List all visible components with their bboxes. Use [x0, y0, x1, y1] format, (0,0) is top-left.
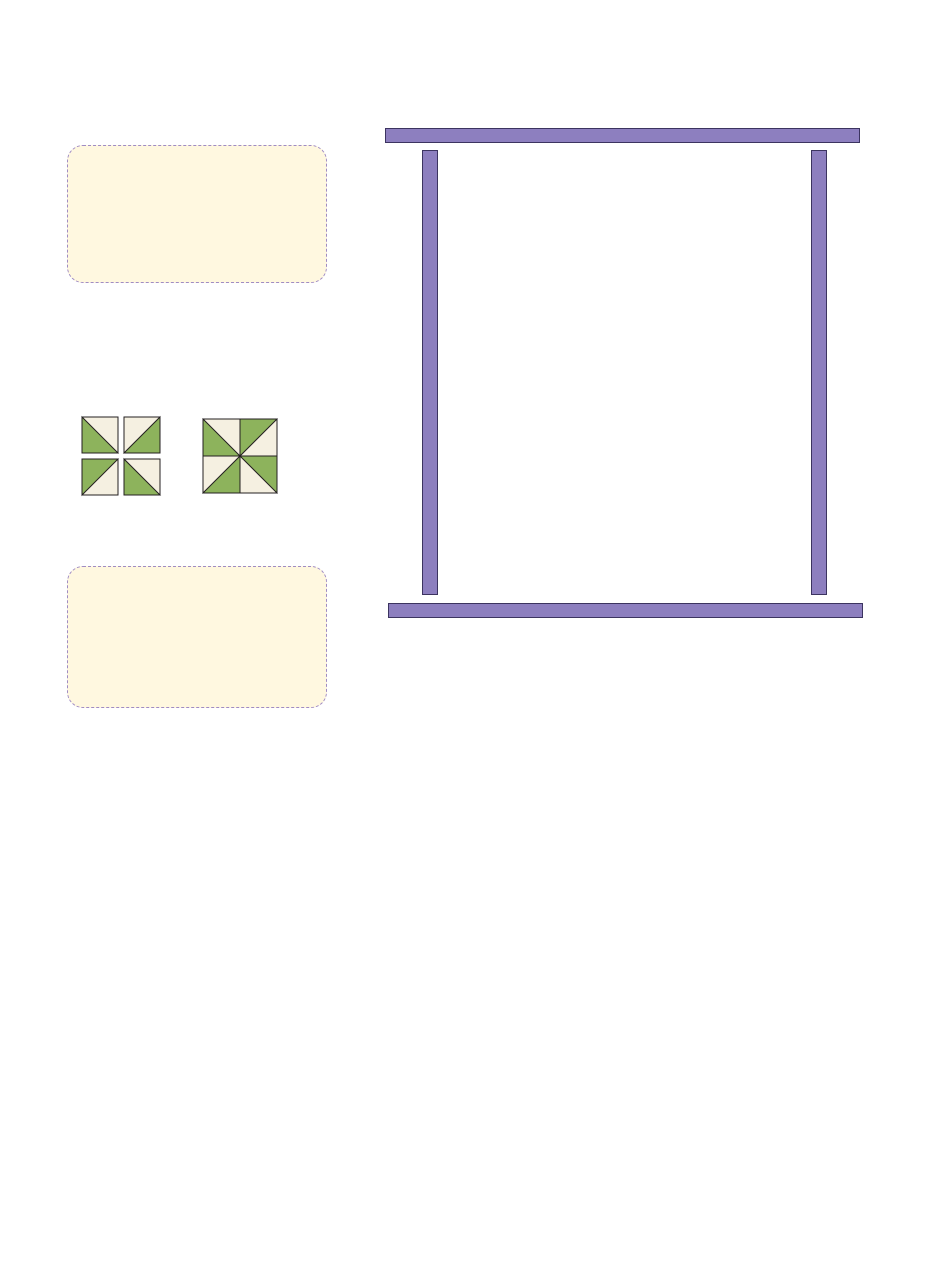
sew-smart-tip-1: [67, 145, 327, 283]
top-inner-border: [385, 128, 860, 143]
left-inner-border: [422, 150, 438, 595]
bottom-inner-border: [388, 603, 863, 618]
quilting-diagram: [622, 723, 876, 1166]
quilt-top-assembly-diagram: [350, 75, 880, 675]
sew-smart-tip-2: [67, 566, 327, 708]
block-assembly-diagram: [80, 415, 164, 499]
block-diagram: [202, 418, 278, 494]
right-inner-border: [811, 150, 827, 595]
